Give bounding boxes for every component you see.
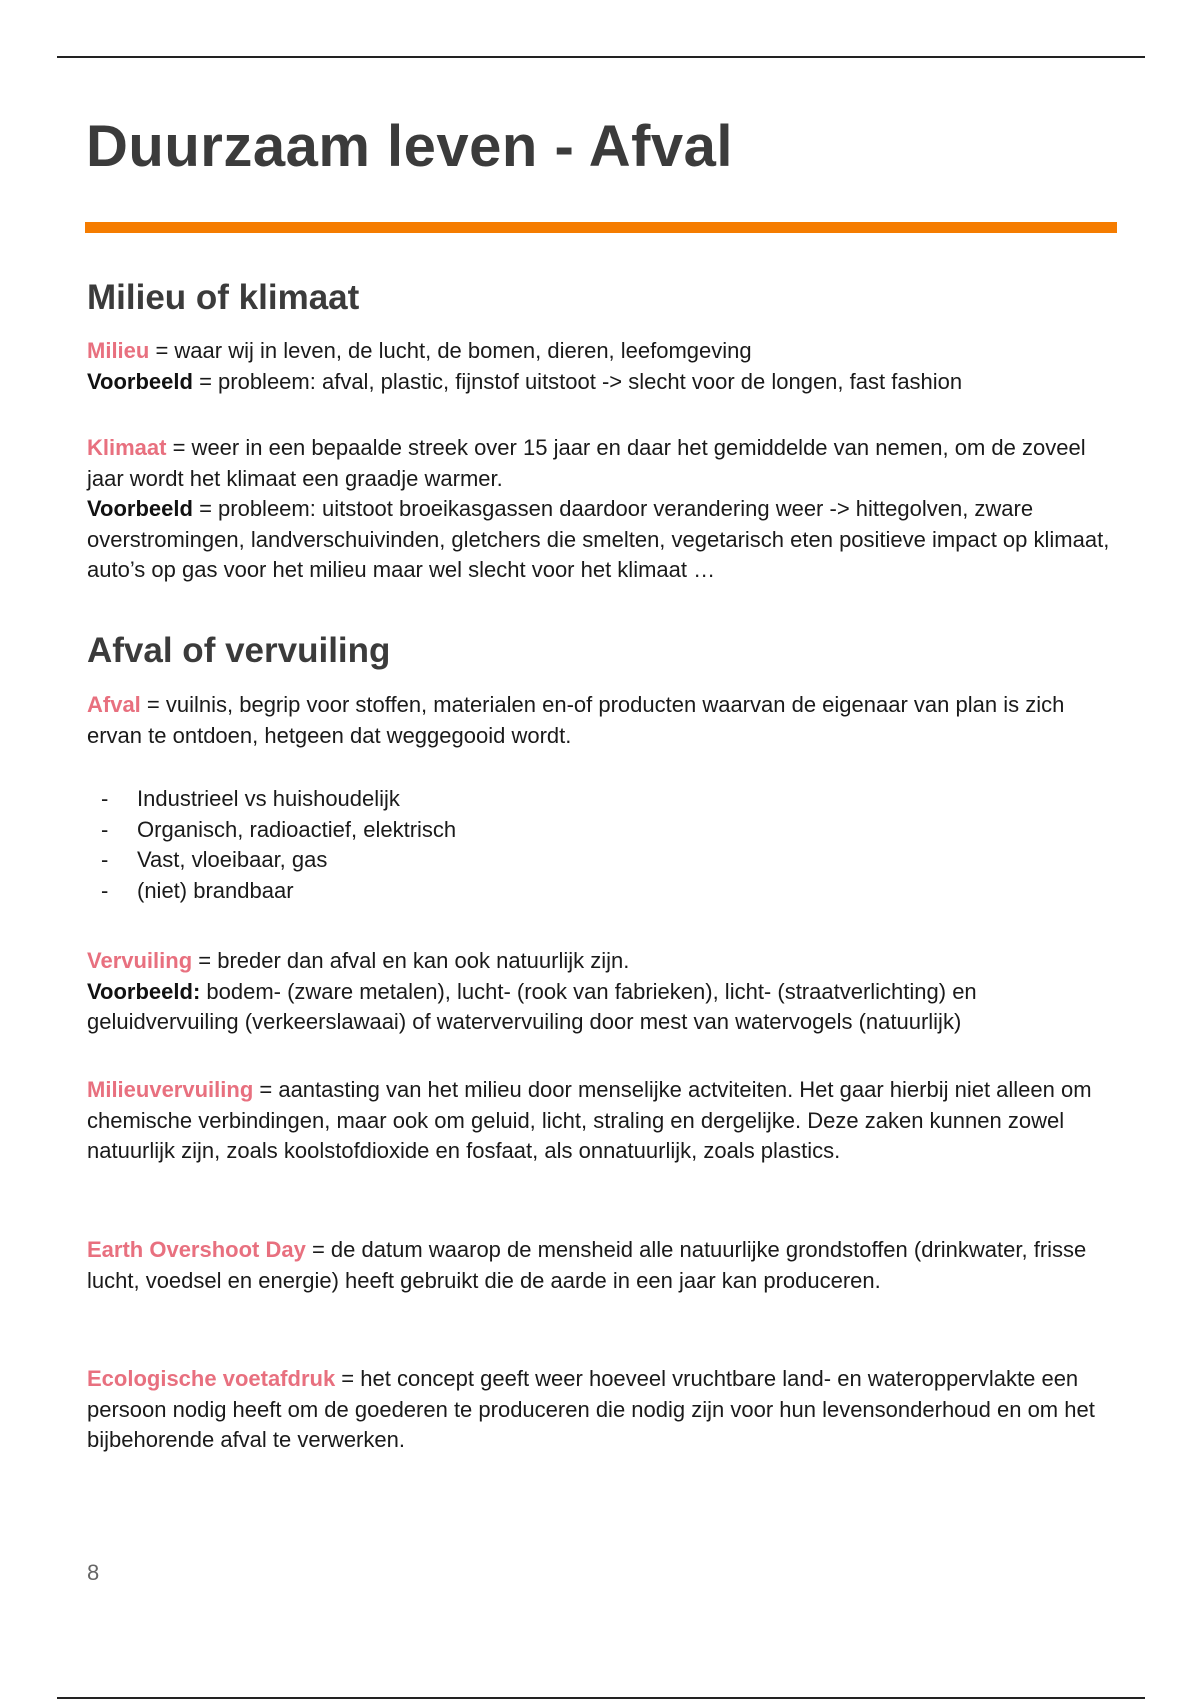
term-earth-overshoot-day: Earth Overshoot Day <box>87 1237 306 1262</box>
example-label: Voorbeeld <box>87 496 193 521</box>
term-afval: Afval <box>87 692 141 717</box>
example-text: = probleem: uitstoot broeikasgassen daardoor verandering weer -> hittegolven, zware overstromingen, landverschuivinden, gletchers die smelten, vegetarisch eten positieve impact op klimaat, auto’s op gas voor het milieu maar wel slecht voor het klimaat … <box>87 496 1110 582</box>
definition-vervuiling <box>87 946 1117 1038</box>
definition-text: = waar wij in leven, de lucht, de bomen, dieren, leefomgeving <box>149 338 752 363</box>
bullet-marker: - <box>101 847 109 872</box>
example-label: Voorbeeld <box>87 368 193 394</box>
definition-klimaat <box>87 433 1117 586</box>
bullet-marker: - <box>101 877 109 903</box>
section-heading-afval-vervuiling: Afval of vervuiling <box>87 631 391 670</box>
definition-text: = de datum waarop de mensheid alle natuurlijke grondstoffen (drinkwater, frisse lucht, voedsel en energie) heeft gebruikt die de aarde in een jaar kan produceren. <box>87 1237 1087 1293</box>
term-vervuiling: Vervuiling <box>87 948 193 973</box>
afval-types-list <box>87 784 456 906</box>
definition-text: = breder dan afval en kan ook natuurlijk zijn. <box>192 948 630 973</box>
top-rule <box>57 56 1145 58</box>
definition-text: = aantasting van het milieu door menselijke actviteiten. Het gaar hierbij niet alleen om chemische verbindingen, maar ook om geluid, licht, straling en dergelijke. Deze zaken kunnen zowel natuurlijk zijn, zoals koolstofdioxide en fosfaat, als onnatuurlijk, zoals plastics. <box>87 1077 1092 1163</box>
example-text: = probleem: afval, plastic, fijnstof uitstoot -> slecht voor de longen, fast fashion <box>192 368 963 394</box>
term-klimaat: Klimaat <box>87 435 167 460</box>
list-item <box>87 876 456 907</box>
list-item-text: (niet) brandbaar <box>137 877 294 903</box>
definition-text: = vuilnis, begrip voor stoffen, materialen en-of producten waarvan de eigenaar van plan is zich ervan te ontdoen, hetgeen dat weggegooid wordt. <box>87 692 1065 748</box>
bullet-marker: - <box>101 816 109 842</box>
bottom-rule <box>57 1697 1145 1699</box>
title-accent-bar <box>85 222 1117 233</box>
list-item-text: Vast, vloeibaar, gas <box>137 847 328 872</box>
term-milieu: Milieu <box>87 338 150 363</box>
list-item <box>87 815 456 846</box>
example-label: Voorbeeld: <box>87 978 201 1004</box>
definition-text: = het concept geeft weer hoeveel vruchtbare land- en wateroppervlakte een persoon nodig heeft om de goederen te produceren die nodig zijn voor hun levensonderhoud en om het bijbehorende afval te verwerken. <box>87 1366 1095 1452</box>
term-ecologische-voetafdruk: Ecologische voetafdruk <box>87 1366 336 1391</box>
bullet-marker: - <box>101 786 109 811</box>
term-milieuvervuiling: Milieuvervuiling <box>87 1077 254 1102</box>
definition-text: = weer in een bepaalde streek over 15 jaar en daar het gemiddelde van nemen, om de zoveel jaar wordt het klimaat een graadje warmer. <box>87 435 1086 491</box>
page-title: Duurzaam leven - Afval <box>86 114 734 179</box>
definition-earth-overshoot-day <box>87 1235 1117 1296</box>
list-item <box>87 845 456 876</box>
list-item-text: Industrieel vs huishoudelijk <box>137 786 400 811</box>
definition-ecologische-voetafdruk <box>87 1364 1117 1456</box>
list-item-text: Organisch, radioactief, elektrisch <box>137 816 457 842</box>
section-heading-milieu-klimaat: Milieu of klimaat <box>87 278 360 317</box>
example-text: bodem- (zware metalen), lucht- (rook van fabrieken), licht- (straatverlichting) en geluidvervuiling (verkeerslawaai) of watervervuiling door mest van watervogels (natuurlijk) <box>87 978 977 1034</box>
definition-afval <box>87 690 1117 751</box>
definition-milieuvervuiling <box>87 1075 1117 1167</box>
page-number: 8 <box>87 1560 100 1585</box>
definition-milieu <box>87 336 1117 397</box>
list-item <box>87 784 456 815</box>
